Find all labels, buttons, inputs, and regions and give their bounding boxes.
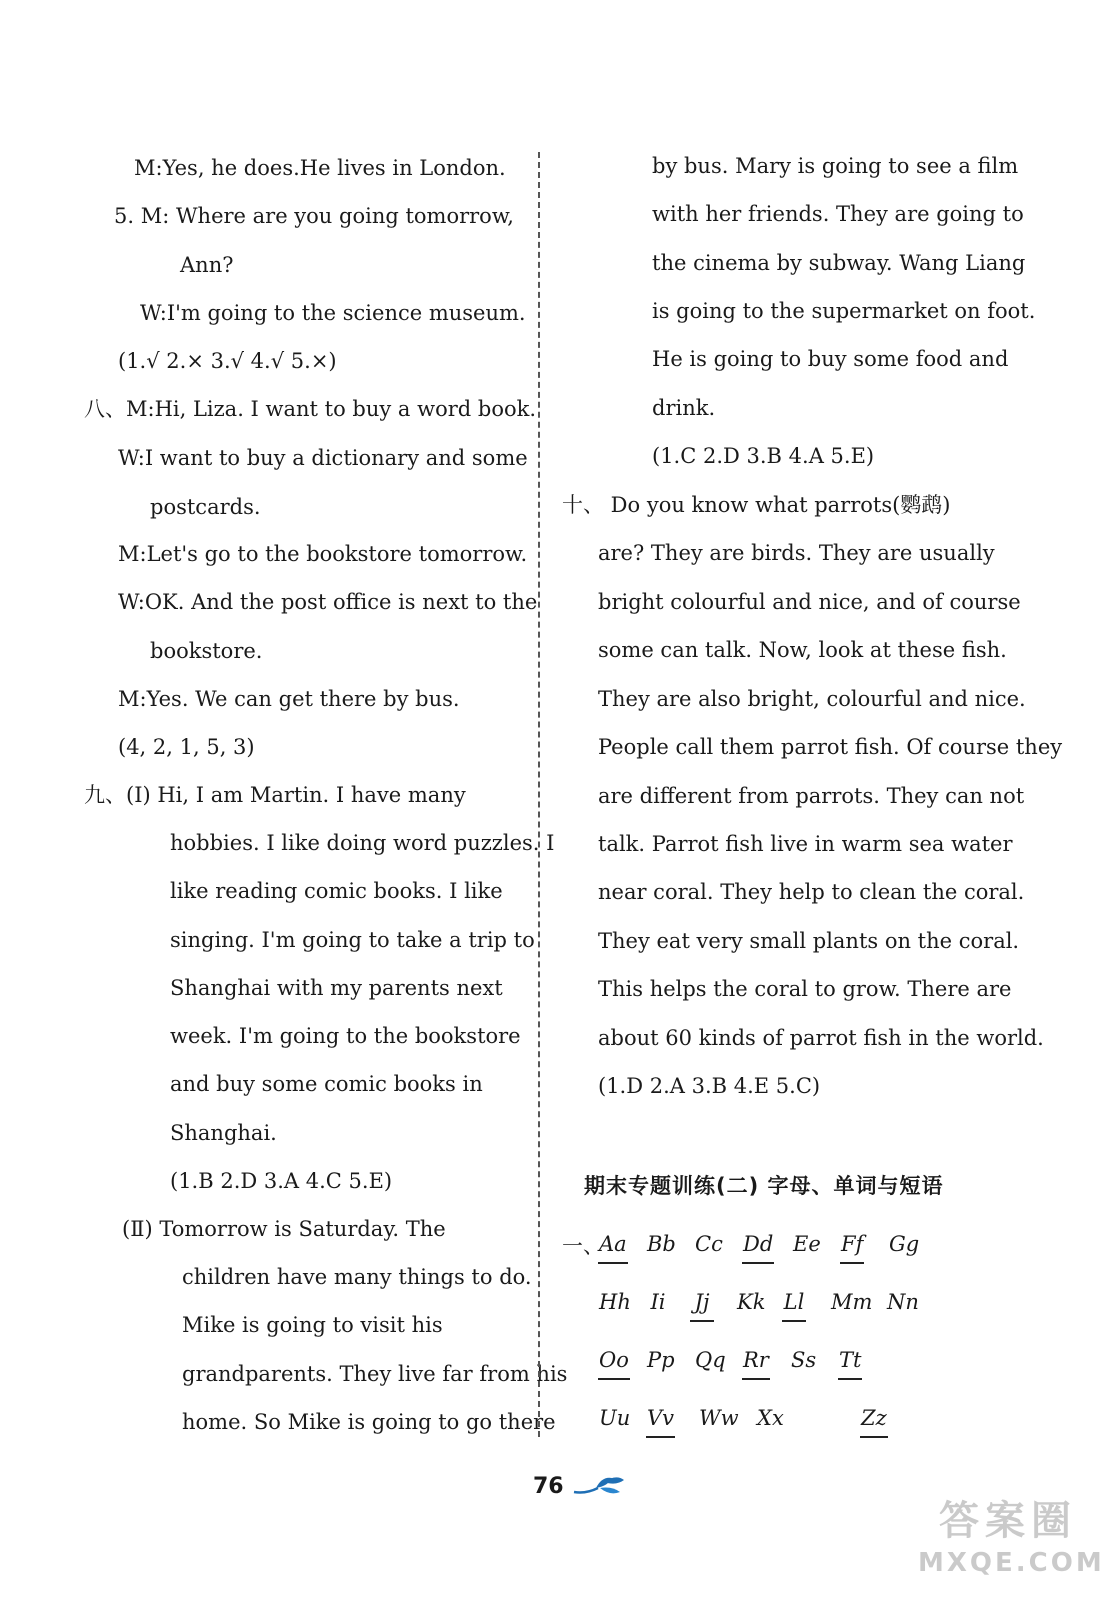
letter-pair: Rr bbox=[742, 1348, 770, 1380]
text-line: W:I'm going to the science museum. bbox=[140, 301, 526, 325]
text-line: drink. bbox=[652, 396, 716, 420]
text-line: near coral. They help to clean the coral. bbox=[598, 880, 1025, 904]
letter-pair: Ww bbox=[699, 1406, 739, 1430]
text-line: 十、 Do you know what parrots(鹦鹉) bbox=[562, 493, 951, 517]
letter-pair: Vv bbox=[646, 1406, 675, 1438]
letter-pair: Ii bbox=[650, 1290, 666, 1314]
answer-key: (4, 2, 1, 5, 3) bbox=[118, 735, 255, 759]
text-line: about 60 kinds of parrot fish in the world. bbox=[598, 1026, 1044, 1050]
letter-pair: Ee bbox=[793, 1232, 821, 1256]
text-line: They are also bright, colourful and nice. bbox=[598, 687, 1026, 711]
text-line: children have many things to do. bbox=[182, 1265, 532, 1289]
letter-pair: Kk bbox=[737, 1290, 766, 1314]
text-line: are? They are birds. They are usually bbox=[598, 541, 995, 565]
letter-pair: Nn bbox=[887, 1290, 919, 1314]
letter-pair: Jj bbox=[690, 1290, 714, 1322]
text-line: talk. Parrot fish live in warm sea water bbox=[598, 832, 1013, 856]
letter-pair: Aa bbox=[598, 1232, 628, 1264]
text-line: M:Yes, he does.He lives in London. bbox=[134, 156, 506, 180]
letter-pair: Bb bbox=[647, 1232, 676, 1256]
text-line: They eat very small plants on the coral. bbox=[598, 929, 1020, 953]
text-line: This helps the coral to grow. There are bbox=[598, 977, 1012, 1001]
text-line: like reading comic books. I like bbox=[170, 879, 503, 903]
text-line: week. I'm going to the bookstore bbox=[170, 1024, 521, 1048]
letter-pair: Zz bbox=[860, 1406, 888, 1438]
text-line: M:Let's go to the bookstore tomorrow. bbox=[118, 542, 528, 566]
text-line: Shanghai. bbox=[170, 1121, 277, 1145]
letter-pair: Qq bbox=[695, 1348, 726, 1372]
text-line: W:OK. And the post office is next to the bbox=[118, 590, 538, 614]
answer-key: (1.√ 2.× 3.√ 4.√ 5.×) bbox=[118, 349, 337, 373]
letter-pair: Dd bbox=[742, 1232, 774, 1264]
letter-pair: Oo bbox=[598, 1348, 630, 1380]
text-line: 5. M: Where are you going tomorrow, bbox=[114, 204, 514, 228]
section-heading: 期末专题训练(二) 字母、单词与短语 bbox=[584, 1174, 944, 1198]
letter-pair: Ff bbox=[840, 1232, 864, 1264]
watermark-url: MXQE.COM bbox=[918, 1548, 1105, 1578]
text-line: by bus. Mary is going to see a film bbox=[652, 154, 1019, 178]
text-line: postcards. bbox=[150, 495, 261, 519]
text-line: is going to the supermarket on foot. bbox=[652, 299, 1036, 323]
letter-pair: Cc bbox=[695, 1232, 723, 1256]
watermark bbox=[918, 1496, 1105, 1594]
text-line: bright colourful and nice, and of course bbox=[598, 590, 1021, 614]
column-divider bbox=[538, 152, 540, 1437]
answer-key: (1.B 2.D 3.A 4.C 5.E) bbox=[170, 1169, 393, 1193]
text-line: Shanghai with my parents next bbox=[170, 976, 503, 1000]
letter-pair: Tt bbox=[838, 1348, 862, 1380]
text-line: 八、M:Hi, Liza. I want to buy a word book. bbox=[84, 397, 537, 421]
text-line: home. So Mike is going to go there bbox=[182, 1410, 556, 1434]
text-line: Ann? bbox=[180, 253, 234, 277]
letter-pair: Ss bbox=[791, 1348, 817, 1372]
letter-pair: Gg bbox=[889, 1232, 920, 1256]
text-line: 九、(Ⅰ) Hi, I am Martin. I have many bbox=[84, 783, 466, 807]
letter-pair: Ll bbox=[782, 1290, 806, 1322]
text-line: W:I want to buy a dictionary and some bbox=[118, 446, 528, 470]
page-number: 76 bbox=[533, 1474, 564, 1499]
text-line: Mike is going to visit his bbox=[182, 1313, 443, 1337]
text-line: with her friends. They are going to bbox=[652, 202, 1024, 226]
text-line: People call them parrot fish. Of course they bbox=[598, 735, 1063, 759]
letter-pair: Uu bbox=[599, 1406, 631, 1430]
text-line: He is going to buy some food and bbox=[652, 347, 1009, 371]
text-line: the cinema by subway. Wang Liang bbox=[652, 251, 1026, 275]
text-line: (Ⅱ) Tomorrow is Saturday. The bbox=[122, 1217, 446, 1241]
answer-key: (1.D 2.A 3.B 4.E 5.C) bbox=[598, 1074, 821, 1098]
text-line: grandparents. They live far from his bbox=[182, 1362, 568, 1386]
text-line: are different from parrots. They can not bbox=[598, 784, 1025, 808]
text-line: some can talk. Now, look at these fish. bbox=[598, 638, 1007, 662]
text-line: hobbies. I like doing word puzzles. I bbox=[170, 831, 555, 855]
text-line: bookstore. bbox=[150, 639, 263, 663]
question-number: 一、 bbox=[562, 1234, 604, 1258]
letter-pair: Xx bbox=[757, 1406, 784, 1430]
watermark-logo-text: 答案圈 bbox=[939, 1498, 1077, 1544]
leaf-ornament-icon bbox=[572, 1472, 628, 1502]
letter-pair: Pp bbox=[647, 1348, 675, 1372]
text-line: M:Yes. We can get there by bus. bbox=[118, 687, 460, 711]
text-line: and buy some comic books in bbox=[170, 1072, 483, 1096]
answer-key: (1.C 2.D 3.B 4.A 5.E) bbox=[652, 444, 875, 468]
letter-pair: Hh bbox=[599, 1290, 631, 1314]
text-line: singing. I'm going to take a trip to bbox=[170, 928, 535, 952]
letter-pair: Mm bbox=[831, 1290, 873, 1314]
